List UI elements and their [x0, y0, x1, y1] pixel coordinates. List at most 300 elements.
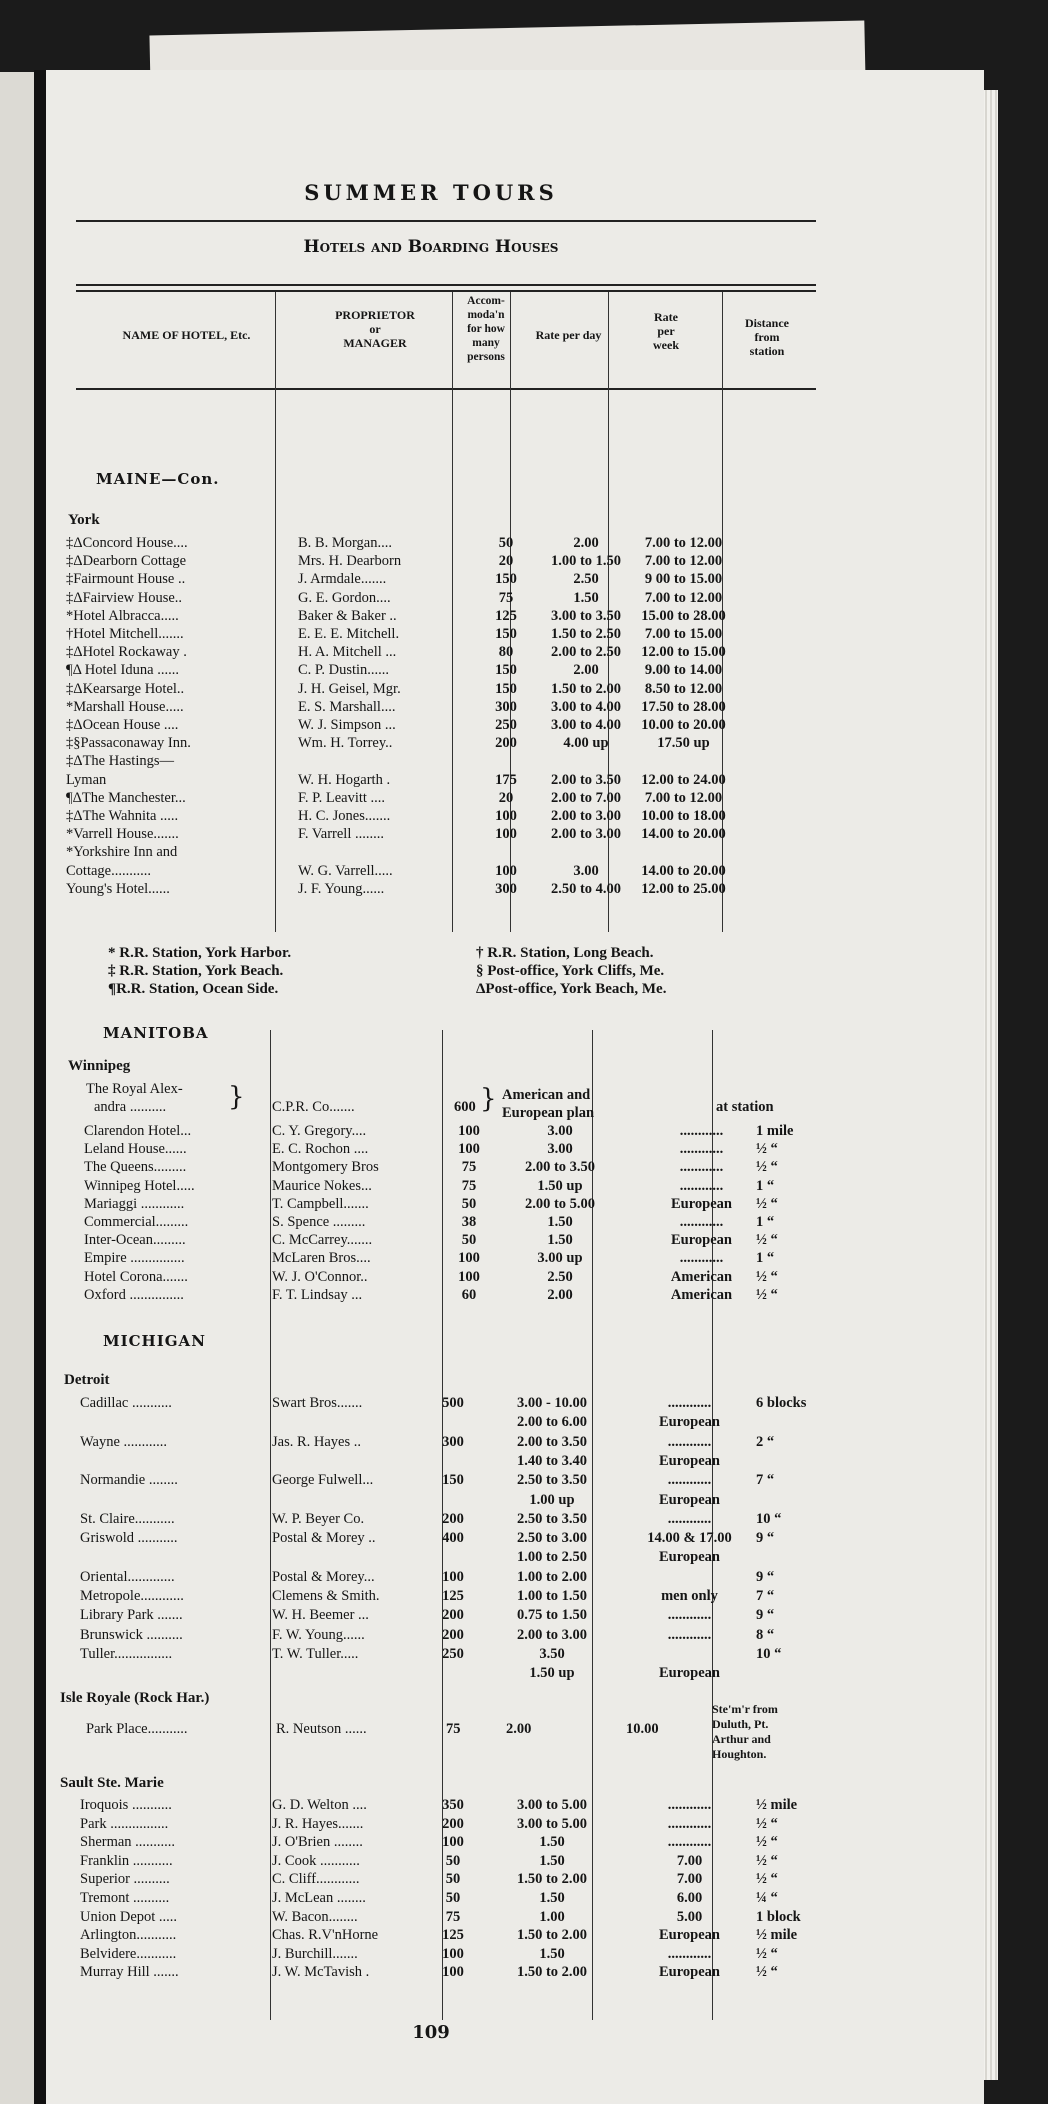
accommodation: 100	[495, 826, 517, 843]
hotel-name: *Hotel Albracca.....	[66, 607, 179, 624]
header-rule-top-2	[76, 290, 816, 292]
distance: ½ “	[756, 1945, 778, 1962]
accommodation: 20	[498, 553, 514, 570]
table-row	[66, 880, 926, 898]
rate-per-week: ............	[667, 1815, 712, 1832]
rate-per-day: 1.50	[539, 1890, 565, 1906]
rate-per-day: 3.00 to 4.00	[550, 717, 622, 733]
proprietor: McLaren Bros....	[272, 1250, 371, 1267]
hotel-name: Young's Hotel......	[66, 880, 170, 897]
rate-per-day: 1.50 to 2.00	[516, 1964, 588, 1981]
rate-per-day: 2.00	[547, 1286, 573, 1303]
table-row	[80, 1606, 940, 1624]
rate-per-day: 3.00 to 5.00	[516, 1815, 588, 1832]
footnote: ‡ R.R. Station, York Beach.	[108, 963, 284, 979]
rate-per-day: 3.00	[547, 1123, 573, 1139]
hotel-name: ‡ΔHotel Rockaway .	[66, 644, 187, 661]
proprietor: George Fulwell...	[272, 1472, 374, 1489]
hotel-name: Commercial.........	[84, 1214, 189, 1230]
rate-per-day: 1.50 to 2.50	[550, 626, 622, 642]
rate-per-day: 1.50 to 2.00	[550, 680, 622, 697]
rate-per-week: 7.00 to 12.00	[644, 789, 723, 806]
distance: ½ “	[756, 1232, 778, 1249]
title-rule	[76, 220, 816, 222]
table-row	[66, 625, 926, 643]
hotel-name: Cadillac ...........	[80, 1395, 172, 1411]
accommodation: 150	[495, 680, 517, 697]
accommodation: 100	[442, 1568, 464, 1585]
footnote: † R.R. Station, Long Beach.	[476, 945, 654, 961]
accommodation: 100	[458, 1141, 480, 1158]
distance: 7 “	[756, 1472, 775, 1489]
proprietor: H. C. Jones.......	[298, 808, 391, 824]
hotel-name: Park Place...........	[86, 1721, 188, 1737]
rate-per-day: 3.00	[547, 1141, 573, 1158]
rate-per-day: 1.00 to 2.00	[516, 1568, 588, 1585]
proprietor: G. E. Gordon....	[298, 589, 391, 606]
distance: 10 “	[756, 1645, 782, 1662]
rate-per-week: 10.00	[626, 1721, 659, 1737]
accommodation: 150	[495, 571, 517, 588]
rate-per-day: 1.50 up	[537, 1177, 583, 1194]
distance: 6 blocks	[756, 1395, 807, 1411]
distance: ¼ “	[756, 1890, 778, 1906]
rate-per-week: 17.50 to 28.00	[641, 698, 726, 715]
rate-per-week: men only	[661, 1588, 718, 1604]
accommodation: 150	[495, 626, 517, 642]
footnote: § Post-office, York Cliffs, Me.	[476, 963, 665, 979]
rate-per-week: European	[659, 1452, 720, 1469]
rate-per-week: ............	[667, 1626, 712, 1643]
table-row	[80, 1471, 940, 1489]
table-row	[66, 552, 926, 570]
rate-per-day: 0.75 to 1.50	[516, 1607, 588, 1624]
table-row	[66, 843, 926, 861]
table-row	[66, 862, 926, 880]
table-row	[66, 589, 926, 607]
rate-per-day: 2.50 to 4.00	[550, 880, 622, 897]
rate-per-day: 2.00	[573, 662, 599, 679]
proprietor: J. Armdale.......	[298, 571, 387, 588]
proprietor: F. Varrell ........	[298, 826, 384, 843]
accommodation: 75	[461, 1177, 477, 1194]
hotel-name: ‡ΔThe Hastings—	[66, 753, 174, 770]
rate-per-week: ............	[679, 1177, 724, 1194]
book-page	[46, 70, 984, 2104]
accommodation: 250	[495, 717, 517, 733]
rate-per-day: 1.50	[573, 589, 599, 606]
rate-per-day: 2.00 to 7.00	[550, 789, 622, 806]
proprietor: J. Cook ...........	[272, 1852, 360, 1869]
rate-per-week: American	[670, 1286, 733, 1303]
table-row	[66, 661, 926, 679]
table-row	[80, 1548, 940, 1566]
rate-per-day: 2.00 to 3.00	[516, 1626, 588, 1643]
accommodation: 500	[442, 1395, 464, 1411]
rate-per-day: 4.00 up	[563, 735, 609, 752]
table-row	[66, 680, 926, 698]
hotel-name: Library Park .......	[80, 1607, 183, 1624]
distance: ½ “	[756, 1286, 778, 1303]
proprietor: W. J. Simpson ...	[298, 717, 396, 733]
accommodation: 175	[495, 771, 517, 788]
rate-per-week: ............	[679, 1123, 724, 1139]
distance: ½ “	[756, 1964, 778, 1981]
table-row	[84, 1140, 944, 1158]
proprietor: C. Y. Gregory....	[272, 1123, 367, 1139]
proprietor: F. P. Leavitt ....	[298, 789, 386, 806]
rate-per-week: 14.00 to 20.00	[641, 862, 726, 879]
proprietor: J. Burchill.......	[272, 1945, 358, 1962]
distance: 1 “	[756, 1214, 775, 1230]
rate-per-day: 2.50 to 3.50	[516, 1472, 588, 1489]
hotel-name: Superior ..........	[80, 1871, 170, 1888]
table-row	[66, 534, 926, 552]
table-row	[80, 1394, 940, 1412]
rate-per-week: European	[659, 1549, 720, 1566]
accommodation: 200	[442, 1626, 464, 1643]
distance: ½ “	[756, 1268, 778, 1285]
accommodation: 125	[495, 607, 517, 624]
proprietor: G. D. Welton ....	[272, 1797, 367, 1813]
distance: ½ mile	[756, 1927, 798, 1944]
rate-per-week: European	[659, 1927, 720, 1944]
table-row	[80, 1796, 940, 1814]
accommodation: 50	[461, 1232, 477, 1249]
city-york: York	[68, 512, 100, 528]
hotel-name: Inter-Ocean.........	[84, 1232, 186, 1249]
accommodation: 75	[445, 1908, 461, 1925]
rate-per-day: 2.00 to 3.00	[550, 826, 622, 843]
rate-per-week: 10.00 to 18.00	[641, 808, 726, 824]
city-detroit: Detroit	[64, 1372, 110, 1388]
accommodation: 75	[461, 1159, 477, 1176]
proprietor: J. F. Young......	[298, 880, 385, 897]
table-row	[84, 1249, 944, 1267]
footnote: * R.R. Station, York Harbor.	[108, 945, 292, 961]
table-row	[66, 771, 926, 789]
table-row	[66, 643, 926, 661]
hotel-name: *Varrell House.......	[66, 826, 179, 843]
table-row	[80, 1833, 940, 1851]
hotel-name: *Marshall House.....	[66, 698, 184, 715]
footnote: ¶R.R. Station, Ocean Side.	[108, 981, 279, 997]
table-row	[66, 716, 926, 734]
proprietor: C. P. Dustin......	[298, 662, 390, 679]
rate-per-day: 1.40 to 3.40	[516, 1452, 588, 1469]
accommodation: 100	[458, 1268, 480, 1285]
rate-per-day: 3.00 - 10.00	[516, 1395, 588, 1411]
accommodation: 300	[495, 880, 517, 897]
rate-per-day: 2.00 to 6.00	[516, 1414, 588, 1431]
accommodation: 50	[445, 1852, 461, 1869]
rate-per-week: 9 00 to 15.00	[644, 571, 723, 588]
accommodation: 100	[458, 1250, 480, 1267]
accommodation: 200	[442, 1510, 464, 1527]
table-row	[66, 607, 926, 625]
rate-per-day: 2.00	[506, 1721, 532, 1737]
accommodation: 200	[495, 735, 517, 752]
table-row	[84, 1213, 944, 1231]
proprietor: E. S. Marshall....	[298, 698, 396, 715]
distance: 1 “	[756, 1177, 775, 1194]
table-subtitle: Hotels and Boarding Houses	[303, 237, 559, 257]
proprietor: C. McCarrey.......	[272, 1232, 373, 1249]
distance: 7 “	[756, 1588, 775, 1604]
distance: 8 “	[756, 1626, 775, 1643]
proprietor: Wm. H. Torrey..	[298, 735, 393, 752]
accommodation: 100	[442, 1945, 464, 1962]
table-row	[80, 1529, 940, 1547]
proprietor: W. Bacon........	[272, 1908, 358, 1925]
hotel-name: Clarendon Hotel...	[84, 1123, 192, 1139]
accommodation: 150	[442, 1472, 464, 1489]
accommodation: 38	[461, 1214, 477, 1230]
accommodation: 100	[495, 808, 517, 824]
hotel-name: ‡ΔFairview House..	[66, 589, 183, 606]
distance: ½ “	[756, 1834, 778, 1851]
hotel-name: †Hotel Mitchell.......	[66, 626, 184, 642]
accommodation: 300	[442, 1433, 464, 1450]
rate-per-day: 1.50 up	[529, 1665, 575, 1682]
table-row	[80, 1908, 940, 1926]
running-title: SUMMER TOURS	[304, 180, 558, 205]
proprietor: Montgomery Bros	[272, 1159, 379, 1176]
rate-per-week: 7.00 to 15.00	[644, 626, 723, 642]
hotel-name: *Yorkshire Inn and	[66, 844, 178, 861]
proprietor: Maurice Nokes...	[272, 1177, 372, 1194]
distance: 9 “	[756, 1568, 775, 1585]
hotel-name: Arlington...........	[80, 1927, 177, 1944]
hotel-name: Griswold ...........	[80, 1530, 178, 1547]
accommodation: 80	[498, 644, 514, 661]
header-rule-bottom	[76, 388, 816, 390]
distance: 1 “	[756, 1250, 775, 1267]
hotel-name: Leland House......	[84, 1141, 187, 1158]
rate-per-week: European	[659, 1414, 720, 1431]
proprietor: R. Neutson ......	[276, 1721, 367, 1737]
proprietor: Swart Bros.......	[272, 1395, 363, 1411]
table-row	[84, 1195, 944, 1213]
hotel-name: ¶ΔThe Manchester...	[66, 789, 186, 806]
hotel-name: ‡ΔConcord House....	[66, 535, 188, 551]
table-row	[66, 825, 926, 843]
table-row	[84, 1268, 944, 1286]
distance: ½ “	[756, 1159, 778, 1176]
accommodation: 250	[442, 1645, 464, 1662]
rate-per-day: 2.50 to 3.50	[516, 1510, 588, 1527]
proprietor: J. McLean ........	[272, 1890, 366, 1906]
rate-per-day: 3.00 to 5.00	[516, 1797, 588, 1813]
proprietor: W. P. Beyer Co.	[272, 1510, 365, 1527]
rate-per-day: 2.00 to 3.50	[550, 771, 622, 788]
adjacent-page-edge	[0, 72, 34, 2104]
rate-per-day: 1.50 to 2.00	[516, 1871, 588, 1888]
rate-per-day: 3.00	[573, 862, 599, 879]
rate-per-day: 2.50	[573, 571, 599, 588]
table-row	[66, 807, 926, 825]
proprietor: W. H. Hogarth .	[298, 771, 391, 788]
rate-per-day: 1.00 up	[529, 1491, 575, 1508]
accommodation: 50	[445, 1871, 461, 1888]
rate-per-day: 3.00 to 4.00	[550, 698, 622, 715]
hotel-name: The Royal Alex-	[86, 1081, 183, 1097]
city-sault-ste-marie: Sault Ste. Marie	[60, 1775, 164, 1791]
rate-per-week: ............	[679, 1141, 724, 1158]
rate-per-week: ............	[667, 1395, 712, 1411]
brace-glyph: }	[480, 1084, 497, 1114]
rate-per-week: ............	[667, 1945, 712, 1962]
rate-per-day: 1.00	[539, 1908, 565, 1925]
rate-per-week: 5.00	[676, 1908, 703, 1925]
rate-plan: American and	[502, 1087, 591, 1103]
rate-per-week: 7.00 to 12.00	[644, 553, 723, 570]
proprietor: E. C. Rochon ....	[272, 1141, 369, 1158]
accommodation: 60	[461, 1286, 477, 1303]
proprietor: J. H. Geisel, Mgr.	[298, 680, 401, 697]
rate-per-week: European	[659, 1665, 720, 1682]
section-maine: MAINE—Con.	[96, 470, 220, 488]
footnote: ΔPost-office, York Beach, Me.	[476, 981, 667, 997]
proprietor: C.P.R. Co.......	[272, 1099, 355, 1115]
distance: ½ “	[756, 1195, 778, 1212]
distance: 1 mile	[756, 1123, 794, 1139]
rate-per-week: 7.00	[676, 1871, 703, 1888]
table-row	[80, 1870, 940, 1888]
table-row	[80, 1587, 940, 1605]
rate-per-week: ............	[667, 1607, 712, 1624]
section-manitoba: MANITOBA	[103, 1024, 209, 1042]
proprietor: W. J. O'Connor..	[272, 1268, 368, 1285]
rate-per-day: 1.50	[539, 1945, 565, 1962]
distance: 1 block	[756, 1908, 801, 1925]
rate-per-week: 12.00 to 25.00	[641, 880, 726, 897]
hotel-name: St. Claire...........	[80, 1510, 175, 1527]
hotel-name-cont: andra ..........	[94, 1099, 167, 1115]
table-row	[80, 1626, 940, 1644]
rate-per-week: European	[659, 1491, 720, 1508]
table-row	[84, 1158, 944, 1176]
section-michigan: MICHIGAN	[103, 1332, 206, 1350]
proprietor: Chas. R.V'nHorne	[272, 1927, 379, 1944]
proprietor: W. H. Beemer ...	[272, 1607, 369, 1624]
hotel-name: The Queens.........	[84, 1159, 187, 1176]
table-row	[80, 1664, 940, 1682]
hotel-name: Wayne ............	[80, 1433, 168, 1450]
proprietor: Clemens & Smith.	[272, 1588, 380, 1604]
table-row	[80, 1852, 940, 1870]
table-row	[80, 1413, 940, 1431]
hotel-name: Tremont ..........	[80, 1890, 170, 1906]
rate-per-day: 2.00 to 3.00	[550, 808, 622, 824]
hotel-name: Lyman	[66, 771, 107, 788]
rate-per-day: 1.00 to 2.50	[516, 1549, 588, 1566]
accommodation: 125	[442, 1588, 464, 1604]
rate-per-week: American	[670, 1268, 733, 1285]
table-row	[84, 1122, 944, 1140]
rate-per-day: 1.50	[539, 1834, 565, 1851]
rate-per-day: 2.00	[573, 535, 599, 551]
hotel-name: ‡ΔKearsarge Hotel..	[66, 680, 185, 697]
accommodation: 100	[495, 862, 517, 879]
city-isle-royale: Isle Royale (Rock Har.)	[60, 1690, 210, 1706]
header-name: NAME OF HOTEL, Etc.	[122, 328, 251, 342]
accommodation: 75	[498, 589, 514, 606]
rate-per-week: 7.00 to 12.00	[644, 535, 723, 551]
rate-per-week: ............	[667, 1510, 712, 1527]
table-row	[80, 1491, 940, 1509]
accommodation: 150	[495, 662, 517, 679]
rate-per-day: 2.00 to 5.00	[524, 1195, 596, 1212]
hotel-name: Union Depot .....	[80, 1908, 178, 1925]
hotel-name: ‡Fairmount House ..	[66, 571, 186, 588]
table-row	[84, 1231, 944, 1249]
brace-glyph: }	[228, 1082, 245, 1112]
header-proprietor: PROPRIETOR or MANAGER	[335, 308, 415, 350]
table-row	[80, 1963, 940, 1981]
proprietor: S. Spence .........	[272, 1214, 366, 1230]
proprietor: J. O'Brien ........	[272, 1834, 363, 1851]
city-winnipeg: Winnipeg	[68, 1058, 131, 1074]
distance: Ste'm'r from Duluth, Pt. Arthur and Houghton.	[712, 1702, 778, 1761]
rate-per-week: 10.00 to 20.00	[641, 717, 726, 733]
rate-per-day: 1.50	[547, 1214, 573, 1230]
table-row	[66, 698, 926, 716]
proprietor: J. R. Hayes.......	[272, 1815, 364, 1832]
header-accommodation: Accom- moda'n for how many persons	[467, 295, 505, 363]
hotel-name: Normandie ........	[80, 1472, 178, 1489]
proprietor: E. E. E. Mitchell.	[298, 626, 400, 642]
rate-per-week: 14.00 & 17.00	[647, 1530, 732, 1547]
distance: at station	[716, 1099, 774, 1115]
rate-per-week: 6.00	[676, 1890, 703, 1906]
accommodation: 600	[454, 1099, 476, 1115]
proprietor: F. T. Lindsay ...	[272, 1286, 363, 1303]
distance: ½ “	[756, 1871, 778, 1888]
rate-per-week: ............	[667, 1797, 712, 1813]
rate-per-day: 2.50	[547, 1268, 573, 1285]
table-row	[66, 789, 926, 807]
rate-per-day: 1.50 to 2.00	[516, 1927, 588, 1944]
hotel-name: Oriental.............	[80, 1568, 175, 1585]
table-row	[66, 734, 926, 752]
rate-per-week: ............	[679, 1159, 724, 1176]
accommodation: 20	[498, 789, 514, 806]
rate-per-day: 2.00 to 3.50	[516, 1433, 588, 1450]
accommodation: 50	[461, 1195, 477, 1212]
accommodation: 100	[442, 1834, 464, 1851]
proprietor: T. Campbell.......	[272, 1195, 369, 1212]
hotel-name: Iroquois ...........	[80, 1797, 172, 1813]
rate-per-week: 12.00 to 15.00	[641, 644, 726, 661]
rate-per-week: ............	[667, 1472, 712, 1489]
rate-per-day: 1.00 to 1.50	[516, 1588, 588, 1604]
proprietor: F. W. Young......	[272, 1626, 365, 1643]
rate-per-week: European	[659, 1964, 720, 1981]
hotel-name: ‡§Passaconaway Inn.	[66, 735, 191, 752]
accommodation: 75	[446, 1721, 461, 1737]
rate-per-week: European	[671, 1195, 732, 1212]
hotel-name: Belvidere...........	[80, 1945, 177, 1962]
distance: 10 “	[756, 1510, 782, 1527]
proprietor: T. W. Tuller.....	[272, 1645, 359, 1662]
accommodation: 50	[445, 1890, 461, 1906]
proprietor: C. Cliff............	[272, 1871, 360, 1888]
hotel-name: Empire ...............	[84, 1250, 185, 1267]
hotel-name: Oxford ...............	[84, 1286, 184, 1303]
rate-per-week: 7.00	[676, 1852, 703, 1869]
rate-per-week: 7.00 to 12.00	[644, 589, 723, 606]
